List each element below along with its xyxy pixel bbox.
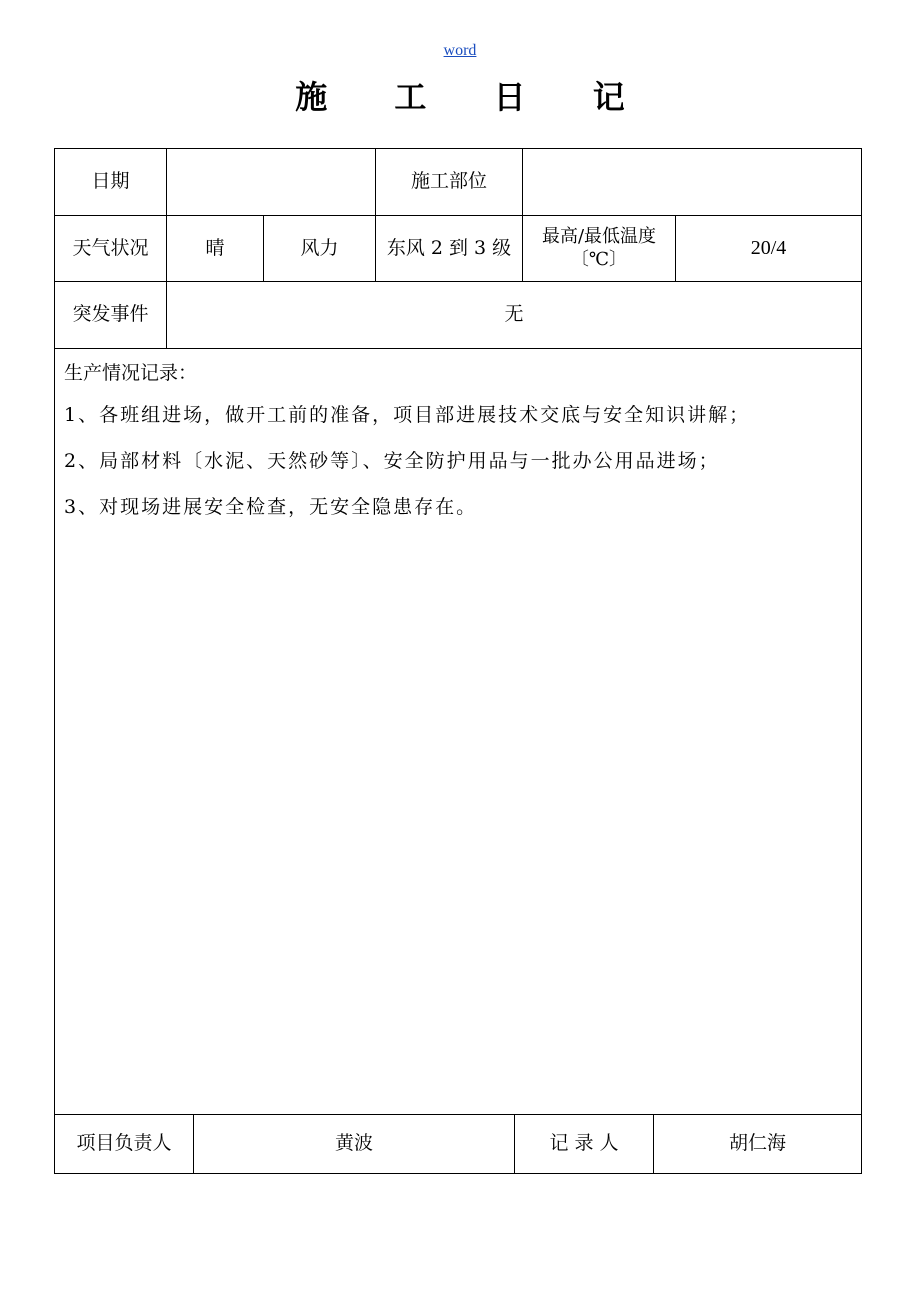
manager-name[interactable]: 黄波: [194, 1115, 515, 1173]
construction-log-table: [54, 148, 862, 1174]
production-record-title: 生产情况记录：: [64, 362, 198, 384]
incident-row: [55, 282, 861, 349]
temperature-label: [523, 216, 676, 281]
recorder-label: 记 录 人: [515, 1115, 654, 1173]
temperature-value[interactable]: 20/4: [750, 237, 787, 259]
wind-value[interactable]: 东风 2 到 3 级: [376, 216, 523, 281]
record-item: 1、各班组进场，做开工前的准备，项目部进展技术交底与安全知识讲解；: [64, 404, 751, 426]
date-row: [55, 149, 861, 216]
wind-label: 风力: [264, 216, 376, 281]
temperature-label-line2: 〔℃〕: [570, 248, 628, 270]
incident-label: 突发事件: [55, 282, 167, 348]
manager-label: 项目负责人: [55, 1115, 194, 1173]
temperature-label-line1: 最高/最低温度: [541, 226, 657, 247]
recorder-name[interactable]: 胡仁海: [728, 1132, 786, 1155]
date-label: 日期: [55, 149, 167, 215]
signature-row: [55, 1115, 861, 1173]
record-item: 2、局部材料〔水泥、天然砂等〕、安全防护用品与一批办公用品进场；: [64, 450, 720, 472]
record-item: 3、对现场进展安全检查，无安全隐患存在。: [64, 496, 478, 518]
weather-row: [55, 216, 861, 282]
location-value[interactable]: [523, 149, 861, 215]
header-word-link[interactable]: word: [443, 42, 477, 59]
weather-label: 天气状况: [55, 216, 167, 281]
location-label: 施工部位: [376, 149, 523, 215]
incident-value[interactable]: 无: [504, 303, 524, 326]
weather-value[interactable]: 晴: [167, 216, 264, 281]
production-record[interactable]: [55, 349, 861, 1115]
page-title: 施 工 日 记: [295, 78, 653, 116]
date-value[interactable]: [167, 149, 376, 215]
